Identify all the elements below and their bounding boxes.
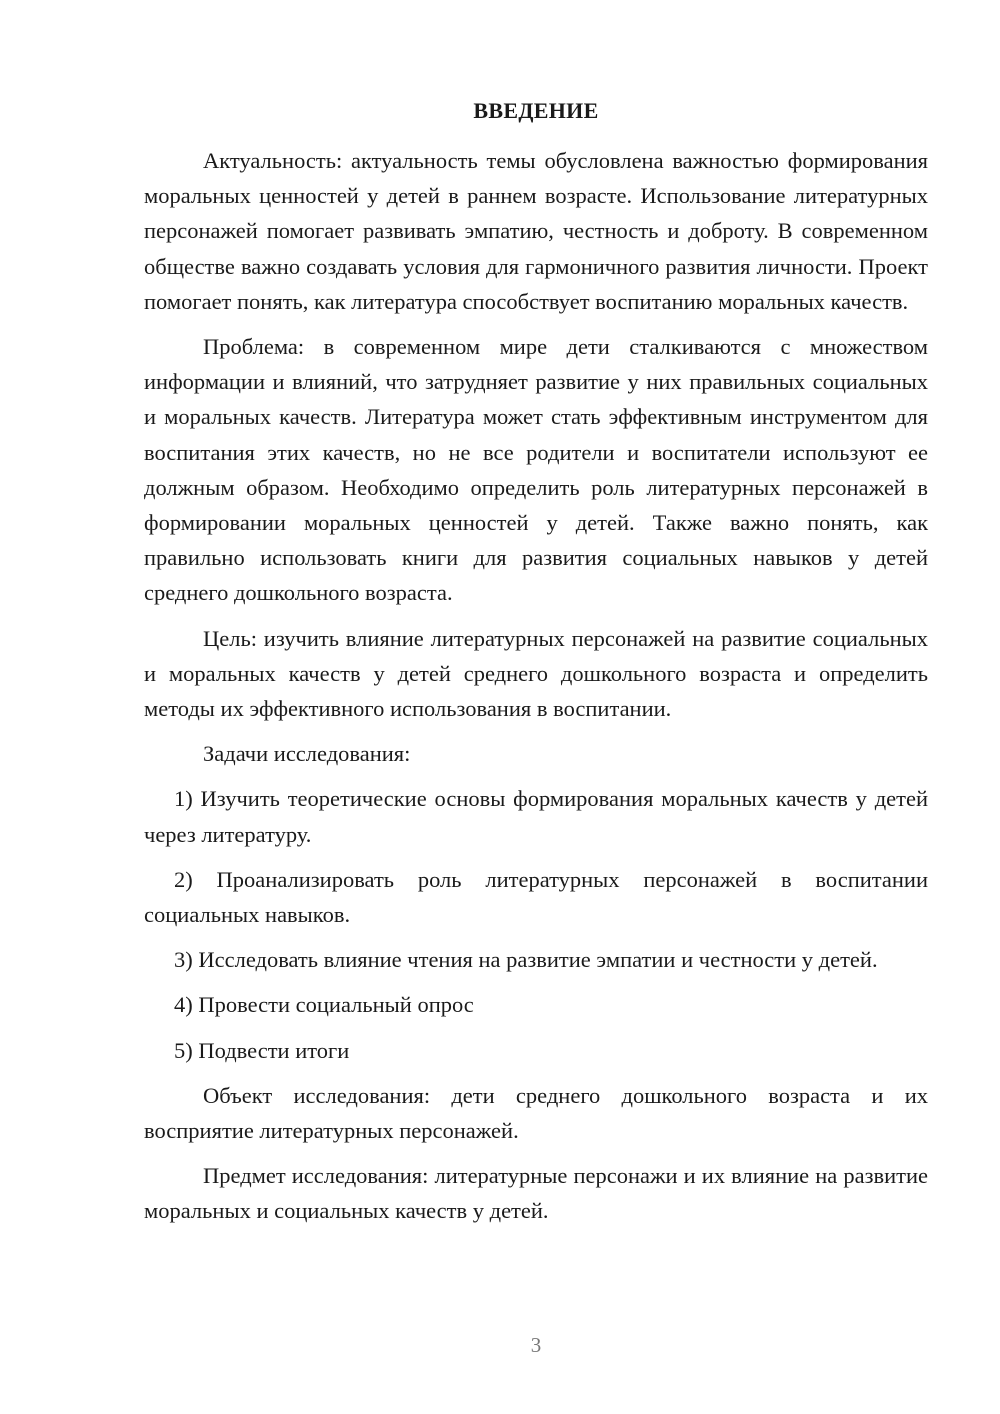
task-item-1: 1) Изучить теоретические основы формирования моральных качеств у детей через литературу. — [144, 786, 928, 847]
paragraph-relevance: Актуальность: актуальность темы обусловлена важностью формирования моральных ценностей у детей в раннем возрасте. Использование литературных персонажей помогает развивать эмпатию, честность и доброту. В современном обществе важно создавать условия для гармоничного развития личности. Проект помогает понять, как литература способствует воспитанию моральных качеств. — [144, 148, 928, 314]
task-item-4: 4) Провести социальный опрос — [174, 992, 474, 1018]
document-page — [144, 0, 928, 1414]
paragraph-goal: Цель: изучить влияние литературных персонажей на развитие социальных и моральных качеств у детей среднего дошкольного возраста и определить методы их эффективного использования в воспитании. — [144, 625, 928, 722]
paragraph-problem: Проблема: в современном мире дети сталкиваются с множеством информации и влияний, что затрудняет развитие у них правильных социальных и моральных качеств. Литература может стать эффективным инструментом для воспитания этих качеств, но не все родители и воспитатели используют ее должным образом. Необходимо определить роль литературных персонажей в формировании моральных ценностей у детей. Также важно понять, как правильно использовать книги для развития социальных навыков у детей среднего дошкольного возраста. — [144, 334, 928, 606]
paragraph-subject: Предмет исследования: литературные персонажи и их влияние на развитие моральных и социальных качеств у детей. — [144, 1163, 928, 1224]
page-number: 3 — [530, 1333, 542, 1357]
document-body — [144, 143, 928, 1239]
task-item-5: 5) Подвести итоги — [174, 1037, 350, 1063]
paragraph-object: Объект исследования: дети среднего дошкольного возраста и их восприятие литературных персонажей. — [144, 1082, 928, 1144]
task-item-3: 3) Исследовать влияние чтения на развитие эмпатии и честности у детей. — [174, 947, 878, 973]
page-title: ВВЕДЕНИЕ — [473, 98, 599, 123]
task-item-2: 2) Проанализировать роль литературных персонажей в воспитании социальных навыков. — [144, 866, 928, 928]
paragraph-tasks-heading: Задачи исследования: — [203, 741, 411, 767]
